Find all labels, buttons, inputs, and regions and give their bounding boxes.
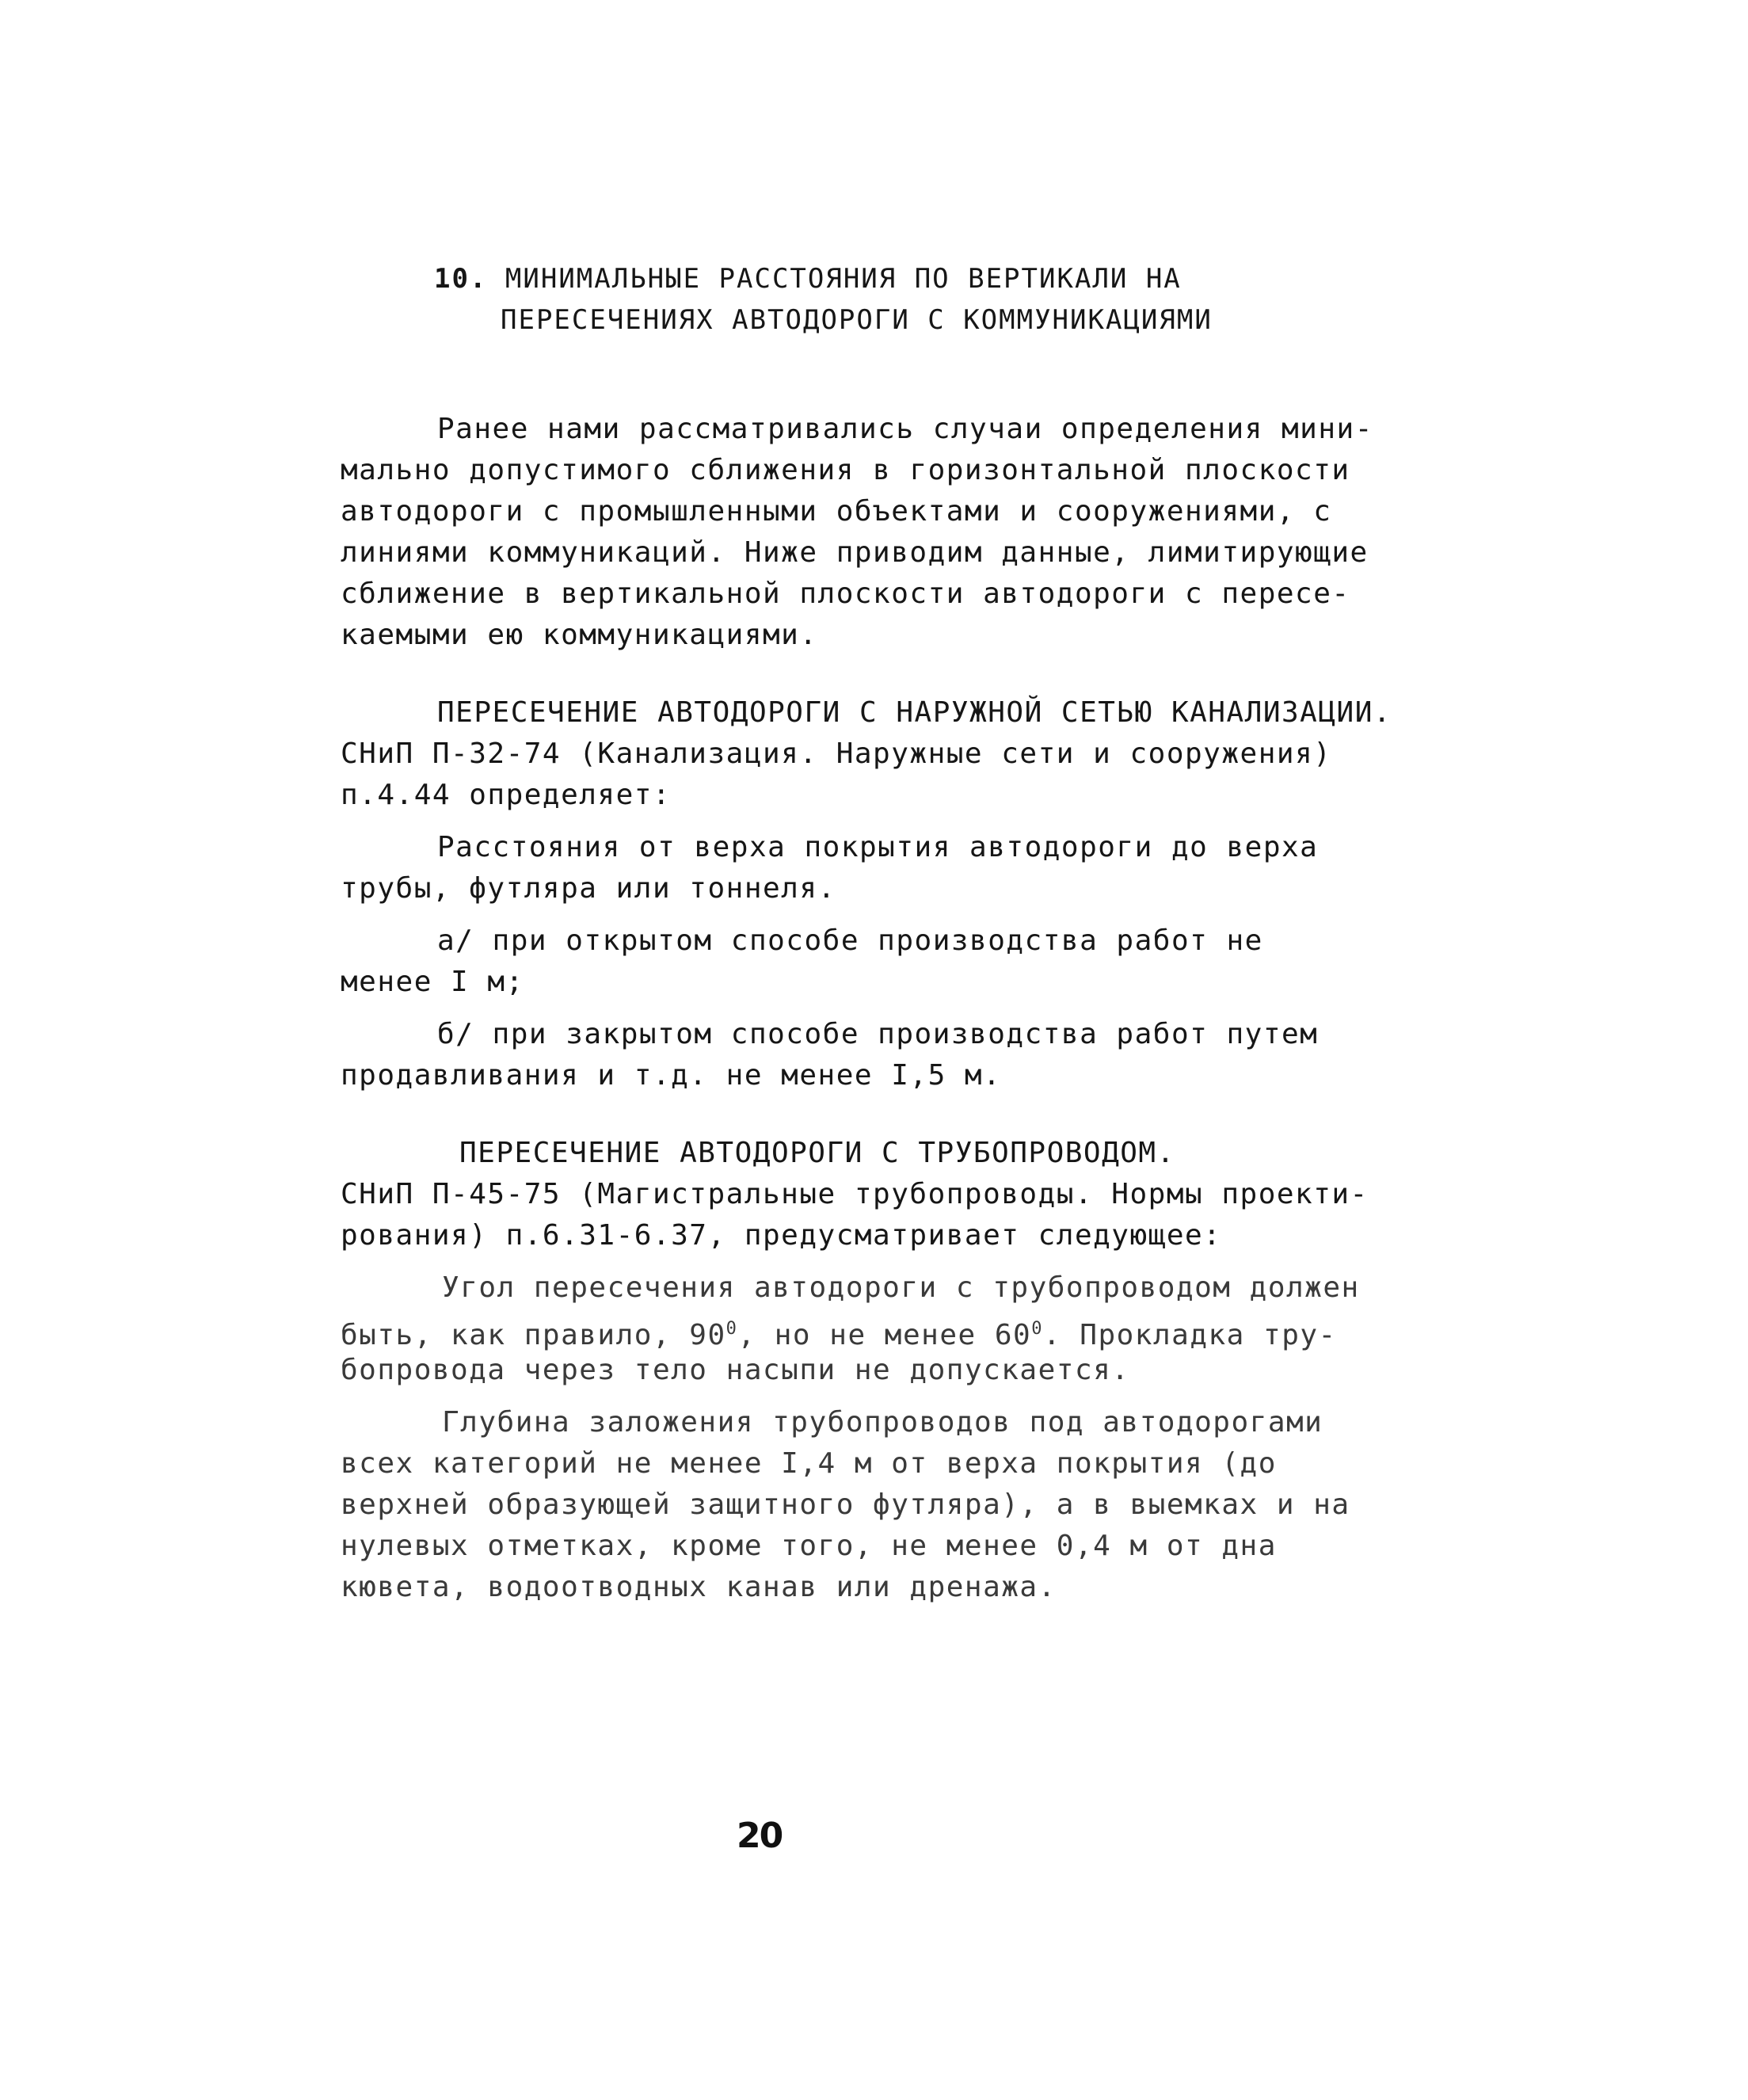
degree-superscript-1: 0 (725, 1319, 738, 1339)
intro-line-2: мально допустимого сближения в горизонтальной плоскости (341, 454, 1350, 486)
intro-line-5: сближение в вертикальной плоскости автодороги с пересе- (341, 577, 1350, 610)
pipeline-depth-line-4: нулевых отметках, кроме того, не менее 0,4 м от дна (341, 1530, 1277, 1562)
sewer-heading: ПЕРЕСЕЧЕНИЕ АВТОДОРОГИ С НАРУЖНОЙ СЕТЬЮ КАНАЛИЗАЦИИ. (437, 696, 1392, 729)
sewer-item-b-line-1: б/ при закрытом способе производства работ путем (437, 1018, 1319, 1050)
page-number: 20 (737, 1816, 783, 1856)
sewer-item-a-line-2: менее I м; (341, 966, 524, 998)
degree-superscript-2: 0 (1031, 1319, 1043, 1339)
angle-text-part-3: . Прокладка тру- (1042, 1319, 1337, 1351)
intro-line-6: каемыми ею коммуникациями. (341, 619, 818, 651)
pipeline-depth-line-5: кювета, водоотводных канав или дренажа. (341, 1571, 1057, 1603)
pipeline-depth-line-2: всех категорий не менее I,4 м от верха покрытия (до (341, 1447, 1277, 1480)
pipeline-angle-line-1: Угол пересечения автодороги с трубопроводом должен (442, 1271, 1360, 1304)
pipeline-ref-line-2: рования) п.6.31-6.37, предусматривает следующее: (341, 1219, 1222, 1252)
sewer-item-b-line-2: продавливания и т.д. не менее I,5 м. (341, 1059, 1002, 1092)
pipeline-angle-line-3: бопровода через тело насыпи не допускается. (341, 1354, 1130, 1386)
sewer-distance-line-2: трубы, футляра или тоннеля. (341, 872, 836, 905)
sewer-distance-line-1: Расстояния от верха покрытия автодороги до верха (437, 831, 1319, 863)
pipeline-depth-line-1: Глубина заложения трубопроводов под автодорогами (442, 1406, 1323, 1439)
section-title-line-1 (434, 261, 1182, 296)
sewer-ref-line-1: СНиП П-32-74 (Канализация. Наружные сети и сооружения) (341, 737, 1332, 770)
intro-line-4: линиями коммуникаций. Ниже приводим данные, лимитирующие (341, 536, 1369, 569)
pipeline-angle-line-2 (341, 1312, 1337, 1353)
intro-line-3: автодороги с промышленными объектами и сооружениями, с (341, 495, 1332, 528)
sewer-item-a-line-1: а/ при открытом способе производства работ не (437, 924, 1263, 957)
section-title-text-1: МИНИМАЛЬНЫЕ РАССТОЯНИЯ ПО ВЕРТИКАЛИ НА (505, 263, 1182, 295)
angle-text-part-1: быть, как правило, 90 (341, 1319, 726, 1351)
pipeline-depth-line-3: верхней образующей защитного футляра), а в выемках и на (341, 1488, 1350, 1521)
pipeline-heading: ПЕРЕСЕЧЕНИЕ АВТОДОРОГИ С ТРУБОПРОВОДОМ. (459, 1137, 1175, 1169)
section-title-line-2: ПЕРЕСЕЧЕНИЯХ АВТОДОРОГИ С КОММУНИКАЦИЯМИ (501, 304, 1213, 336)
sewer-ref-line-2: п.4.44 определяет: (341, 779, 672, 811)
section-number: 10. (434, 263, 488, 295)
angle-text-part-2: , но не менее 60 (737, 1319, 1032, 1351)
pipeline-ref-line-1: СНиП П-45-75 (Магистральные трубопроводы. Нормы проекти- (341, 1178, 1369, 1210)
intro-line-1: Ранее нами рассматривались случаи определения мини- (437, 413, 1373, 445)
